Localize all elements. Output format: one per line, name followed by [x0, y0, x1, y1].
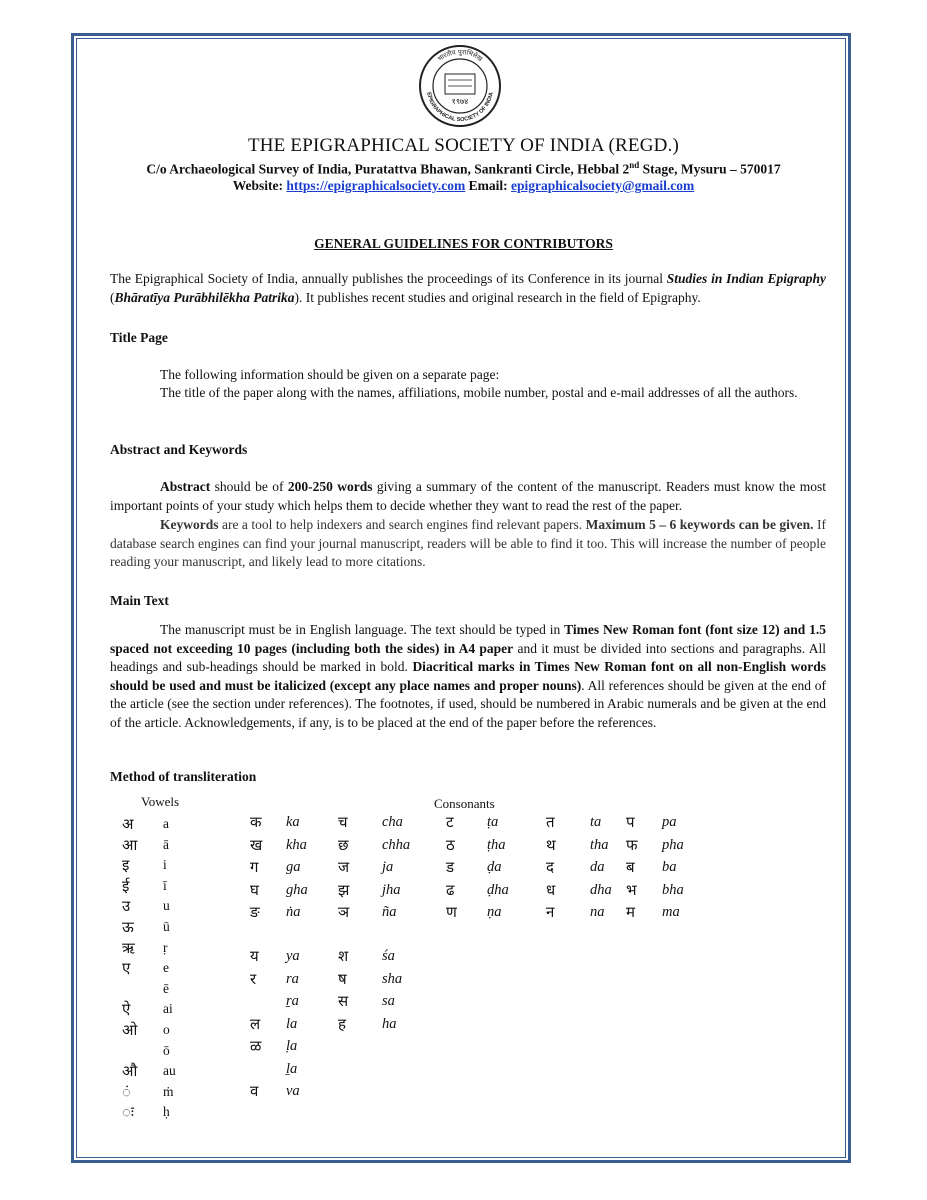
consonant-devanagari: घ — [250, 880, 259, 899]
consonant-devanagari: ड — [446, 858, 455, 876]
email-link[interactable]: epigraphicalsociety@gmail.com — [511, 178, 695, 193]
vowel-devanagari: ऋ — [122, 938, 135, 957]
vowel-devanagari: औ — [122, 1062, 138, 1081]
consonant-devanagari: ष — [338, 969, 347, 988]
vowel-devanagari: अ — [122, 815, 134, 833]
vowel-roman: u — [163, 898, 170, 914]
vowel-roman: ī — [163, 877, 167, 893]
vowel-roman: a — [163, 816, 169, 831]
main-text-heading: Main Text — [110, 593, 169, 608]
consonant-devanagari: ग — [250, 858, 259, 876]
consonant-devanagari: ब — [626, 858, 635, 876]
consonant-devanagari: भ — [626, 880, 637, 899]
consonant-devanagari: म — [626, 903, 635, 921]
consonants-label: Consonants — [434, 796, 495, 811]
consonant-roman: gha — [286, 881, 308, 898]
consonant-devanagari: ठ — [446, 835, 455, 854]
consonant-devanagari: ङ — [250, 903, 260, 921]
consonant-devanagari: व — [250, 1082, 259, 1100]
guidelines-title: GENERAL GUIDELINES FOR CONTRIBUTORS — [314, 236, 613, 251]
consonant-roman: da — [590, 859, 605, 875]
vowel-roman: ē — [163, 980, 169, 996]
consonant-devanagari: त — [546, 813, 555, 831]
consonant-devanagari: झ — [338, 880, 350, 899]
consonant-roman: ya — [286, 948, 300, 964]
vowel-roman: ḥ — [163, 1104, 170, 1120]
vowel-roman: o — [163, 1022, 170, 1037]
consonant-roman: sha — [382, 970, 403, 987]
consonant-roman: śa — [382, 948, 395, 964]
consonant-roman: na — [590, 904, 605, 920]
consonant-devanagari: स — [338, 992, 349, 1010]
vowel-devanagari: ं — [122, 1082, 131, 1101]
consonant-roman: jha — [382, 881, 401, 898]
consonant-devanagari: द — [546, 858, 554, 876]
consonant-devanagari: प — [626, 813, 635, 831]
consonant-devanagari: ट — [446, 813, 454, 831]
consonant-devanagari: न — [546, 903, 555, 921]
consonant-roman: la — [286, 1015, 298, 1032]
consonant-roman: ja — [382, 859, 394, 875]
consonant-roman: ha — [382, 1015, 397, 1032]
consonant-roman: pha — [662, 836, 684, 853]
vowels-label: Vowels — [141, 794, 180, 809]
consonant-roman: ḻa — [286, 1060, 298, 1077]
consonant-roman: ḍha — [487, 881, 509, 898]
page-border-inner — [76, 38, 846, 1158]
consonant-roman: ṭha — [487, 836, 506, 853]
consonant-roman: kha — [286, 836, 307, 853]
vowel-roman: i — [163, 857, 167, 873]
vowel-devanagari: इ — [122, 856, 130, 875]
consonant-devanagari: ह — [338, 1014, 346, 1033]
vowel-devanagari: ए — [122, 959, 131, 978]
consonant-devanagari: र — [250, 969, 257, 988]
svg-text:भारतीय पुराभिलेख: भारतीय पुराभिलेख — [436, 47, 484, 63]
consonant-roman: pa — [662, 814, 677, 830]
consonant-devanagari: थ — [546, 835, 556, 854]
main-text-paragraph: The manuscript must be in English language. The text should be typed in Times New Roman font (font size 12) and 1.5 spaced not exceeding 10 pages (including both the sides) in A4 paper and it must be divided into sections and paragraphs. All headings and sub-headings should be marked in bold. Diacritical marks in Times New Roman font on all non-English words should be used and must be italicized (except any place names and proper nouns). All references should be given at the end of the article (see the section under references). The footnotes, if used, should be numbered in Arabic numerals and be given at the end of the article. Acknowledgements, if any, is to be placed at the end of the paper before the references. — [110, 622, 827, 730]
vowel-devanagari: उ — [122, 897, 131, 916]
consonant-roman: ḍa — [487, 859, 502, 875]
consonant-devanagari: ञ — [338, 903, 350, 921]
consonant-roman: ga — [286, 859, 301, 875]
website-link[interactable]: https://epigraphicalsociety.com — [286, 178, 466, 193]
consonant-roman: ṭa — [487, 814, 499, 830]
consonant-roman: sa — [382, 993, 395, 1009]
consonant-devanagari: ण — [446, 903, 457, 921]
consonant-roman: tha — [590, 836, 609, 853]
vowel-roman: au — [163, 1063, 176, 1079]
title-page-line1: The following information should be given on a separate page: — [160, 367, 500, 382]
vowel-roman: e — [163, 960, 169, 976]
consonant-devanagari: ढ — [446, 880, 455, 899]
consonant-roman: va — [286, 1083, 300, 1099]
consonant-devanagari: ल — [250, 1014, 261, 1033]
svg-text:१९७४: १९७४ — [451, 97, 469, 106]
consonant-devanagari: क — [250, 813, 262, 831]
vowel-roman: ai — [163, 1001, 173, 1017]
consonant-roman: ta — [590, 814, 602, 830]
intro-paragraph: The Epigraphical Society of India, annually publishes the proceedings of its Conference in its journal Studies in Indian Epigraphy (Bhāratīya Purābhilēkha Patrika). It publishes recent studies and original research in the field of Epigraphy. — [110, 271, 826, 305]
consonant-roman: ra — [286, 970, 299, 987]
consonant-devanagari: फ — [626, 835, 638, 854]
consonant-roman: cha — [382, 814, 403, 830]
consonant-roman: chha — [382, 836, 411, 853]
vowel-devanagari: ओ — [122, 1021, 138, 1039]
consonant-roman: ḷa — [286, 1038, 298, 1054]
consonant-roman: dha — [590, 881, 612, 898]
vowel-roman: ā — [163, 836, 169, 852]
abstract-heading: Abstract and Keywords — [110, 442, 248, 457]
vowel-roman: ṁ — [163, 1083, 174, 1099]
consonant-devanagari: च — [338, 813, 348, 831]
consonant-devanagari: ख — [250, 835, 263, 854]
consonant-roman: ṟa — [286, 993, 299, 1009]
transliteration-heading: Method of transliteration — [110, 769, 257, 784]
consonant-devanagari: ज — [338, 858, 350, 876]
title-page-line2: The title of the paper along with the names, affiliations, mobile number, postal and e-mail addresses of all the authors. — [160, 385, 798, 400]
consonant-roman: ka — [286, 814, 300, 830]
keywords-paragraph: Keywords are a tool to help indexers and search engines find relevant papers. Maximum 5 – 6 keywords can be given. If database search engines can find your journal manuscript, readers will be able to find it too. This will increase the number of people reading your manuscript, and likely lead to more citations. — [110, 517, 826, 570]
society-seal-logo — [418, 44, 502, 128]
consonant-roman: bha — [662, 881, 684, 898]
consonant-roman: ṅa — [286, 904, 301, 920]
vowel-roman: ō — [163, 1042, 170, 1058]
vowel-roman: ṛ — [163, 939, 168, 955]
consonant-roman: ña — [382, 904, 397, 920]
title-page-heading: Title Page — [110, 330, 168, 345]
consonant-roman: ṇa — [487, 904, 502, 920]
consonant-roman: ba — [662, 859, 677, 875]
consonant-devanagari: छ — [338, 835, 349, 854]
society-address: C/o Archaeological Survey of India, Puratattva Bhawan, Sankranti Circle, Hebbal 2nd Stage, Mysuru – 570017 — [146, 160, 781, 177]
vowel-devanagari: ः — [122, 1103, 134, 1122]
abstract-paragraph: Abstract should be of 200-250 words giving a summary of the content of the manuscript. Readers must know the most important points of your study which helps them to decide whether they want to read the rest of the paper. — [110, 479, 826, 513]
vowel-roman: ū — [163, 919, 170, 934]
consonant-roman: ma — [662, 904, 680, 920]
vowel-devanagari: ऊ — [122, 918, 134, 936]
society-title: THE EPIGRAPHICAL SOCIETY OF INDIA (REGD.) — [247, 135, 680, 156]
consonant-devanagari: ळ — [250, 1037, 262, 1055]
consonant-devanagari: श — [338, 947, 349, 965]
vowel-devanagari: ई — [122, 876, 130, 895]
consonant-devanagari: य — [250, 947, 259, 965]
consonant-devanagari: ध — [546, 880, 556, 899]
vowel-devanagari: आ — [122, 835, 138, 854]
svg-text:EPIGRAPHICAL SOCIETY OF INDIA: EPIGRAPHICAL SOCIETY OF INDIA — [425, 91, 495, 124]
vowel-devanagari: ऐ — [122, 1000, 131, 1019]
society-contact: Website: https://epigraphicalsociety.com Email: epigraphicalsociety@gmail.com — [232, 178, 695, 193]
